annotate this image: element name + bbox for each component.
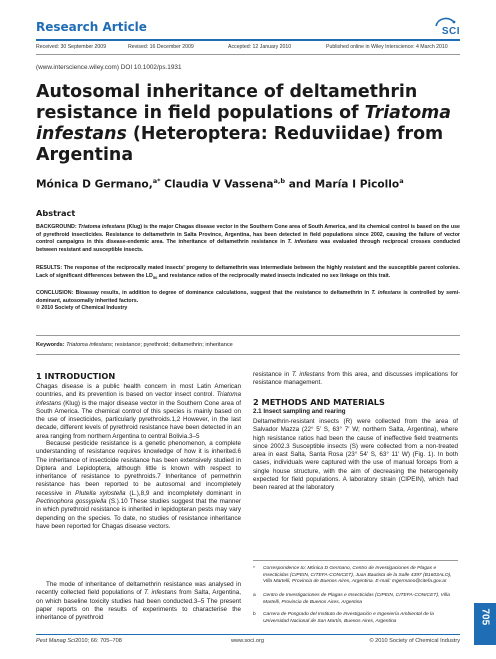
journal-header	[36, 18, 460, 40]
footer-citation: Pest Manag Sci 2010; 66: 705–708	[36, 638, 122, 644]
received-date: Received: 30 September 2009	[36, 44, 107, 50]
author-affiliation: a,b	[273, 177, 286, 185]
intro-paragraph-3-continued: resistance in T. infestans from this area, and discusses implications for resistance management.	[253, 371, 458, 387]
footnote-correspondence: * Correspondence to: Mónica D Germano, Centro de Investigaciones de Plagas e Insecticidas (CIPEIN, CITEFA-CONICET), Juan Bautista de la Salle 4397 (B1603ALO), Villa Martelli, Provincia de Buenos Aires, Argentina. E-mail: mgermano@citefa.gov.ar	[253, 566, 452, 584]
footnote-rule	[253, 560, 458, 561]
methods-heading: 2 METHODS AND MATERIALS	[253, 397, 385, 407]
footer-url[interactable]: www.soci.org	[231, 638, 264, 644]
intro-paragraph-3: The mode of inheritance of deltamethrin resistance was analysed in recently collected field populations of T. infestans from Salta, Argentina, on which baseline toxicity studies had been conducted.3–5 The present paper reports on the results of experiments to characterise the inheritance of pyrethroid	[36, 581, 241, 622]
article-type-label: Research Article	[36, 20, 147, 34]
sci-logo-text: SCI	[441, 26, 460, 37]
abstract-conclusion: CONCLUSION: Bioassay results, in addition to degree of dominance calculations, suggest that the resistance to deltamethrin in T. infestans is controlled by semi-dominant, autosomally inherited factors.	[36, 290, 460, 304]
footnote-affiliation-b: b Carrera de Posgrado del Instituto de Investigación e Ingeniería Ambiental de la Universidad Nacional de San Martín, Buenos Aires, Argentina	[253, 612, 434, 624]
abstract-background: BACKGROUND: Triatoma infestans (Klug) is the major Chagas disease vector in the Southern Cone area of South America, and its chemical control is based on the use of pyrethroid insecticides. Resistance to deltamethrin in Salta Province, Argentina, has been detected in field populations since 2002, causing the failure of vector control campaigns in this disease-endemic area. The inheritance of deltamethrin resistance in T. infestans was evaluated through reciprocal crosses conducted between resistant and susceptible insects.	[36, 224, 460, 253]
footnote-affiliation-a: a Centro de Investigaciones de Plagas e Insecticidas (CIPEIN, CITEFA-CONICET), Villa Martelli, Provincia de Buenos Aires, Argentina	[253, 593, 450, 605]
footer-copyright: © 2010 Society of Chemical Industry	[369, 638, 460, 644]
article-title: Autosomal inheritance of deltamethrin resistance in field populations of Triatoma infestans (Heteroptera: Reduviidae) from Argentina	[36, 82, 452, 165]
footer-rule	[36, 634, 460, 635]
intro-paragraph-2: Because pesticide resistance is a genetic phenomenon, a complete understanding of resistance requires knowledge of how it is inherited.6 The inheritance of insecticide resistance has been extensively studied in Diptera and Lepidoptera, although little is known with respect to inheritance of resistance to pyrethroids.7 Inheritance of permethrin resistance has been reported to be autosomal and incompletely recessive in Plutella xylostella (L.),8,9 and incompletely dominant in Pectinophora gossypiella (S.).10 These studies suggest that the manner in which pyrethroid resistance is inherited in lepidopteran pests may vary depending on the species. To date, no studies of resistance inheritance have been reported for Chagas disease vectors.	[36, 440, 241, 530]
keywords-rule-top	[36, 335, 460, 336]
doi-line: (www.interscience.wiley.com) DOI 10.1002/ps.1931	[36, 64, 182, 71]
author-name: and María I Picollo	[285, 178, 400, 191]
header-rule	[36, 39, 460, 41]
author-name: Claudia V Vassena	[160, 178, 274, 191]
keywords-line: Keywords: Triatoma infestans; resistance; pyrethroid; deltamethrin; inheritance	[36, 342, 233, 348]
abstract-results: RESULTS: The response of the reciprocally mated insects' progeny to deltamethrin was intermediate between the highly resistant and the susceptible parent colonies. Lack of significant differences between the $LD_{50}$ and resistance ratios of the reciprocally mated insects indicated no sex linkage on this trait.	[36, 265, 460, 280]
abstract-heading: Abstract	[36, 208, 76, 218]
abstract-copyright: © 2010 Society of Chemical Industry	[36, 305, 128, 311]
introduction-heading: 1 INTRODUCTION	[36, 371, 116, 381]
author-list	[36, 177, 404, 191]
revised-date: Revised: 16 December 2009	[128, 44, 194, 50]
intro-paragraph-1: Chagas disease is a public health concern in most Latin American countries, and its prevention is based on vector insect control. Triatoma infestans (Klug) is the major disease vector in the Southern Cone area of South America. The chemical control of this species is mainly based on the use of insecticides, particularly pyrethroids.1,2 However, in the last decade, different levels of pyrethroid resistance have been detected in an area ranging from northern Argentina to central Bolivia.3–5	[36, 383, 241, 440]
methods-subheading: 2.1 Insect sampling and rearing	[253, 408, 346, 415]
dates-rule	[36, 54, 460, 55]
author-affiliation: a	[399, 177, 404, 185]
keywords-rule-bottom	[36, 354, 460, 355]
author-name: Mónica D Germano,	[36, 178, 153, 191]
author-affiliation: a*	[152, 177, 161, 185]
accepted-date: Accepted: 12 January 2010	[228, 44, 292, 50]
page-number: 705	[479, 608, 491, 626]
methods-paragraph-1: Deltamethrin-resistant insects (R) were collected from the area of Salvador Mazza (22° 5′ S, 63° 7′ W; northern Salta, Argentina), where high resistance ratios had been the cause of ineffective field treatments since 2002.3 Susceptible insects (S) were collected from a non-treated area in east Salta, Santa Rosa (23° 54′ S, 63° 11′ W) (Fig. 1). In both cases, individuals were captured with the use of manual forceps from a single house structure, with the aim of decreasing the heterogeneity expected for field populations. A laboratory strain (CIPEIN), which had been reared at the laboratory	[253, 418, 458, 492]
published-date: Published online in Wiley Interscience: 4 March 2010	[326, 44, 448, 50]
